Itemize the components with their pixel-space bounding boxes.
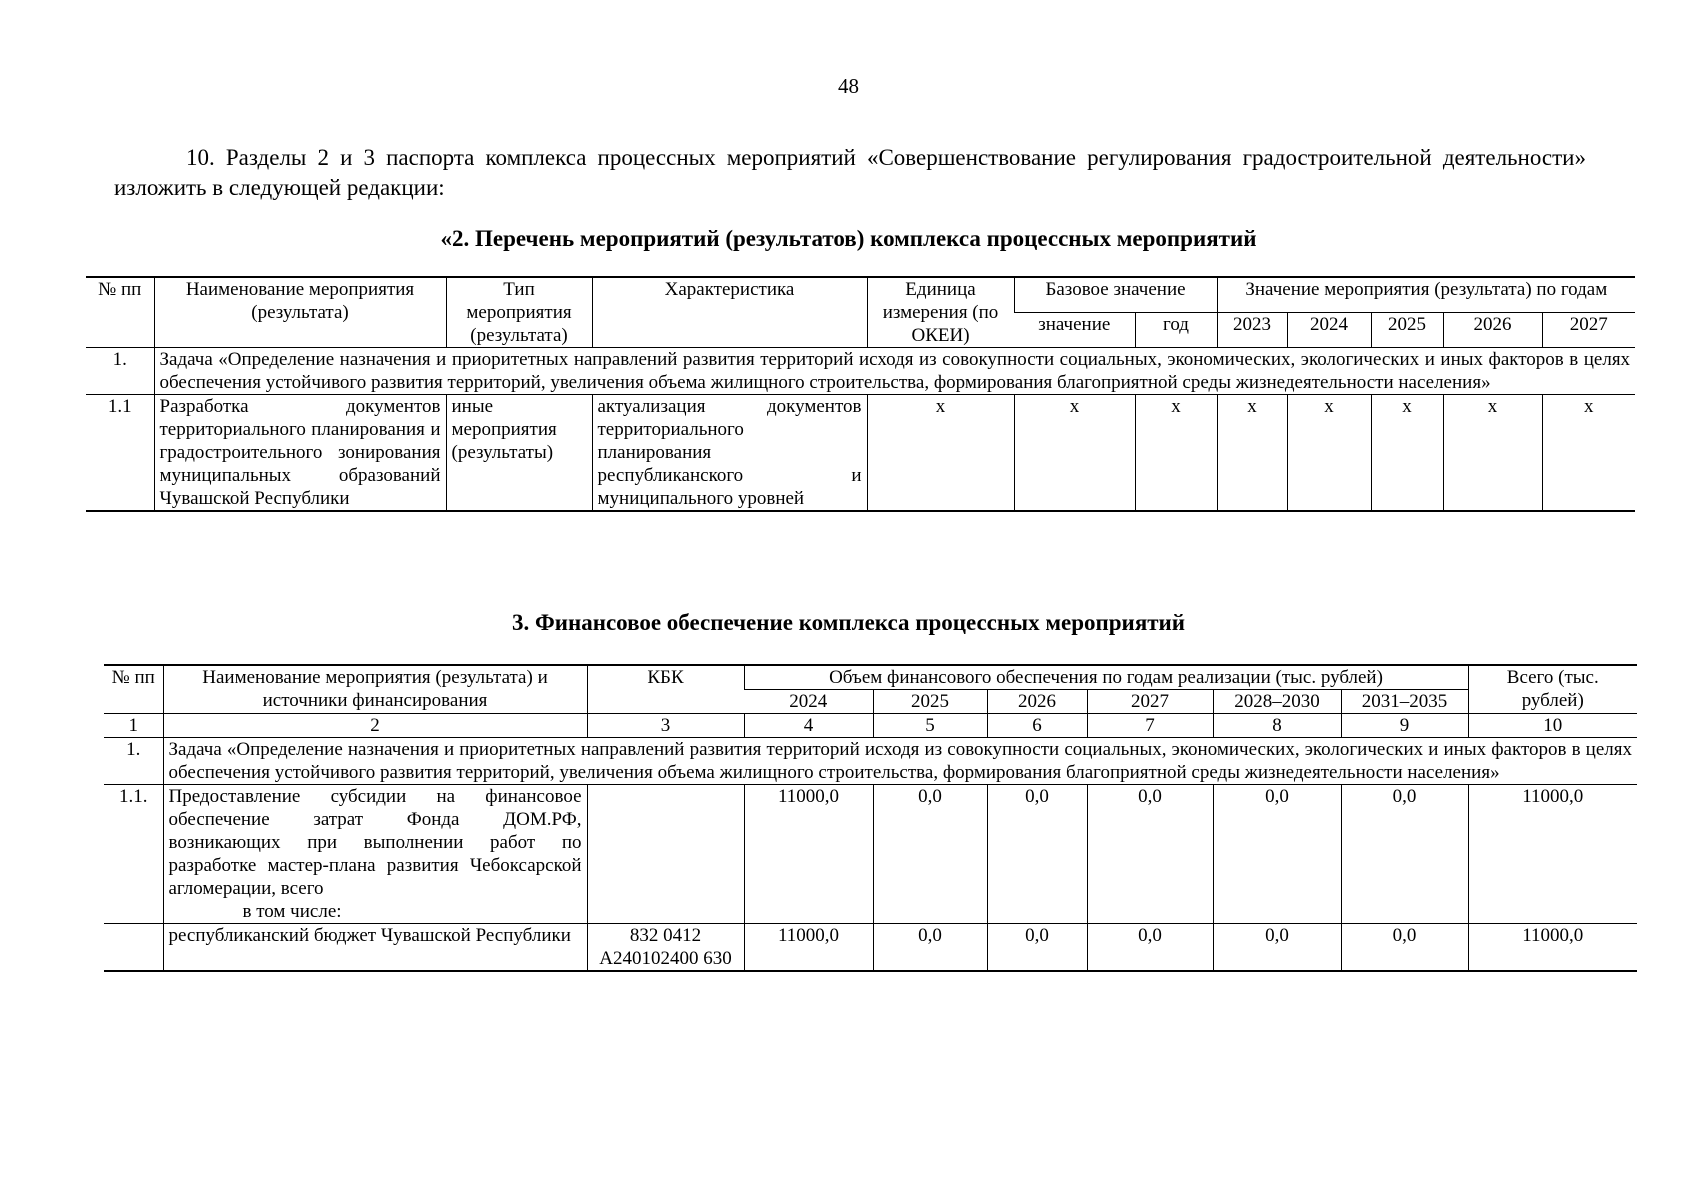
header-name: Наименование мероприятия (результата) и источники финансирования bbox=[163, 665, 587, 714]
row-value: 0,0 bbox=[1341, 785, 1468, 924]
header-year: 2024 bbox=[744, 690, 873, 714]
header-year: 2025 bbox=[1371, 313, 1443, 348]
sub-row-kbk: 832 0412 А240102400 630 bbox=[587, 924, 744, 972]
row-num: 1.1 bbox=[86, 395, 154, 512]
header-values-by-year: Значение мероприятия (результата) по годам bbox=[1217, 277, 1635, 313]
table-row bbox=[104, 924, 1637, 972]
row-value: 11000,0 bbox=[744, 785, 873, 924]
row-base-value: х bbox=[1014, 395, 1135, 512]
sub-row-value: 11000,0 bbox=[744, 924, 873, 972]
row-characteristic: актуализация документов территориального планирования республиканского и муниципального уровней bbox=[592, 395, 867, 512]
column-numbers-row bbox=[104, 714, 1637, 738]
task-text: Задача «Определение назначения и приоритетных направлений развития территорий исходя из совокупности социальных, экономических, экологических и иных факторов в целях обеспечения устойчивого развития территорий, увеличения объема жилищного строительства, формирования благоприятной среды жизнедеятельности населения» bbox=[154, 348, 1635, 395]
header-characteristic: Характеристика bbox=[592, 277, 867, 348]
header-total: Всего (тыс. рублей) bbox=[1468, 665, 1637, 714]
header-base-year: год bbox=[1135, 313, 1217, 348]
table-row bbox=[104, 785, 1637, 924]
header-year: 2027 bbox=[1542, 313, 1635, 348]
header-base-value: значение bbox=[1014, 313, 1135, 348]
row-year-value: х bbox=[1287, 395, 1371, 512]
sub-row-name: республиканский бюджет Чувашской Республики bbox=[163, 924, 587, 972]
sub-row-num-empty bbox=[104, 924, 163, 972]
header-name: Наименование мероприятия (результата) bbox=[154, 277, 446, 348]
intro-paragraph: 10. Разделы 2 и 3 паспорта комплекса процессных мероприятий «Совершенствование регулирования градостроительной деятельности» изложить в следующей редакции: bbox=[114, 145, 1586, 200]
row-value: 0,0 bbox=[873, 785, 987, 924]
table-row bbox=[86, 395, 1635, 512]
row-name: Предоставление субсидии на финансовое обеспечение затрат Фонда ДОМ.РФ, возникающих при выполнении работ по разработке мастер-плана развития Чебоксарской агломерации, всего bbox=[168, 786, 582, 899]
header-year: 2031–2035 bbox=[1341, 690, 1468, 714]
row-year-value: х bbox=[1443, 395, 1542, 512]
task-num: 1. bbox=[104, 738, 163, 785]
row-unit: х bbox=[867, 395, 1014, 512]
page-number: 48 bbox=[838, 74, 859, 98]
column-number: 5 bbox=[873, 714, 987, 738]
row-kbk-empty bbox=[587, 785, 744, 924]
row-type: иные мероприятия (результаты) bbox=[446, 395, 592, 512]
row-name: Разработка документов территориального планирования и градостроительного зонирования муниципальных образований Чувашской Республики bbox=[154, 395, 446, 512]
header-num: № пп bbox=[104, 665, 163, 714]
row-including: в том числе: bbox=[242, 901, 342, 922]
task-text: Задача «Определение назначения и приоритетных направлений развития территорий исходя из совокупности социальных, экономических, экологических и иных факторов в целях обеспечения устойчивого развития территорий, увеличения объема жилищного строительства, формирования благоприятной среды жизнедеятельности населения» bbox=[163, 738, 1637, 785]
column-number: 1 bbox=[104, 714, 163, 738]
header-year: 2028–2030 bbox=[1213, 690, 1341, 714]
header-type: Тип мероприятия (результата) bbox=[446, 277, 592, 348]
row-num: 1.1. bbox=[104, 785, 163, 924]
row-value: 0,0 bbox=[987, 785, 1087, 924]
task-num: 1. bbox=[86, 348, 154, 395]
header-year: 2026 bbox=[1443, 313, 1542, 348]
header-num: № пп bbox=[86, 277, 154, 348]
row-value: 0,0 bbox=[1213, 785, 1341, 924]
header-year: 2027 bbox=[1087, 690, 1213, 714]
sub-row-value: 0,0 bbox=[987, 924, 1087, 972]
column-number: 4 bbox=[744, 714, 873, 738]
row-base-year: х bbox=[1135, 395, 1217, 512]
header-kbk: КБК bbox=[587, 665, 744, 714]
column-number: 6 bbox=[987, 714, 1087, 738]
header-volume: Объем финансового обеспечения по годам реализации (тыс. рублей) bbox=[744, 665, 1468, 690]
row-year-value: х bbox=[1542, 395, 1635, 512]
row-value: 0,0 bbox=[1087, 785, 1213, 924]
sub-row-total: 11000,0 bbox=[1468, 924, 1637, 972]
header-row bbox=[104, 665, 1637, 690]
sub-row-value: 0,0 bbox=[1087, 924, 1213, 972]
header-year: 2026 bbox=[987, 690, 1087, 714]
task-row bbox=[86, 348, 1635, 395]
header-unit: Единица измерения (по ОКЕИ) bbox=[867, 277, 1014, 348]
header-row bbox=[86, 277, 1635, 313]
task-row bbox=[104, 738, 1637, 785]
header-year: 2023 bbox=[1217, 313, 1287, 348]
row-name-cell bbox=[163, 785, 587, 924]
column-number: 2 bbox=[163, 714, 587, 738]
column-number: 9 bbox=[1341, 714, 1468, 738]
column-number: 8 bbox=[1213, 714, 1341, 738]
header-year: 2024 bbox=[1287, 313, 1371, 348]
row-total: 11000,0 bbox=[1468, 785, 1637, 924]
row-year-value: х bbox=[1217, 395, 1287, 512]
activities-table bbox=[86, 276, 1635, 512]
sub-row-value: 0,0 bbox=[873, 924, 987, 972]
section-3-title: 3. Финансовое обеспечение комплекса процессных мероприятий bbox=[511, 610, 1186, 635]
header-year: 2025 bbox=[873, 690, 987, 714]
section-2-title: «2. Перечень мероприятий (результатов) комплекса процессных мероприятий bbox=[440, 226, 1257, 251]
financing-table bbox=[104, 664, 1637, 972]
column-number: 7 bbox=[1087, 714, 1213, 738]
column-number: 10 bbox=[1468, 714, 1637, 738]
row-year-value: х bbox=[1371, 395, 1443, 512]
sub-row-value: 0,0 bbox=[1341, 924, 1468, 972]
header-base: Базовое значение bbox=[1014, 277, 1217, 313]
column-number: 3 bbox=[587, 714, 744, 738]
sub-row-value: 0,0 bbox=[1213, 924, 1341, 972]
